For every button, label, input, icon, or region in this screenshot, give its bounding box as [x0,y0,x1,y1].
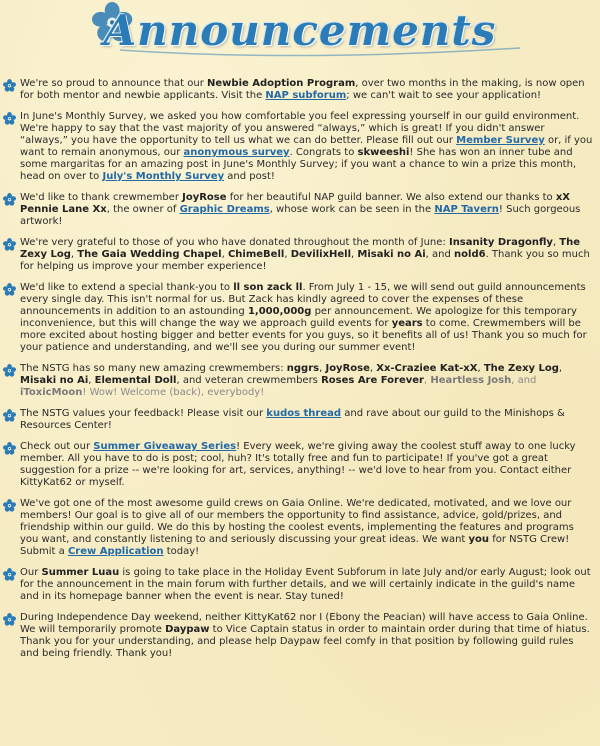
item-text: ; we can't wait to see your application! [346,90,542,101]
item-bold-text: you [468,534,490,545]
item-bold-text: Summer Luau [41,567,120,578]
item-text: We'd like to thank crewmember [20,192,183,203]
hibiscus-bullet-icon [3,238,16,251]
nap-tavern-link[interactable]: NAP Tavern [434,204,499,215]
item-text: The NSTG has so many new amazing crewmembers: [20,363,287,374]
item-bold-text: Daypaw [165,624,210,635]
anonymous-survey-link[interactable]: anonymous survey [183,147,290,158]
item-text: . Congrats to [289,147,358,158]
item-bold-text: Newbie Adoption Program [207,78,356,89]
item-text: , [552,237,560,248]
item-text: During Independence Day weekend, neither KittyKat62 nor I (Ebony the Peacian) will have access to Gaia Online. We will temporarily promote [20,612,588,635]
item-text: for NSTG Crew! Submit a [20,534,570,557]
hibiscus-bullet-icon [3,364,16,377]
item-bold-text: years [391,318,423,329]
item-bold-text: nggrs [286,363,320,374]
item-text: We're very grateful to those of you who have donated throughout the month of June: [20,237,449,248]
item-bold-text: DevilixHell [290,249,352,260]
item-bold-text: iToxicMoon [20,387,83,398]
announcement-item [3,111,595,183]
announcement-item [3,441,595,489]
graphic-dreams-link[interactable]: Graphic Dreams [179,204,270,215]
item-text: is going to take place in the Holiday Event Subforum in late July and/or early August; look out for the announcement in the main forum with further details, and we will certainly indicate in the guild's name and in its homepage banner when the event is near. Stay tuned! [20,567,591,602]
item-text: today! [163,546,200,557]
announcement-item [3,282,595,354]
item-text: , [319,363,326,374]
item-text: , and veteran crewmembers [176,375,322,386]
item-text: or, if you want to remain anonymous, our [20,135,593,158]
announcement-item [3,408,595,432]
item-text: . From July 1 - 15, we will send out guild announcements every single day. This isn't normal for us. But Zack has kindly agreed to cover the expenses of these announcements in addition to an astounding [20,282,586,317]
nap-subforum-link[interactable]: NAP subforum [265,90,347,101]
item-bold-text: xX Pennie Lane Xx [20,192,570,215]
item-bold-text: ChimeBell [227,249,285,260]
item-bold-text: Roses Are Forever [321,375,424,386]
announcement-item [3,78,595,102]
announcement-item [3,567,595,603]
item-text: , [424,375,431,386]
item-text: Check out our [20,441,94,452]
kudos-thread-link[interactable]: kudos thread [266,408,342,419]
item-text: for her beautiful NAP guild banner. We also extend our thanks to [226,192,556,203]
item-bold-text: Misaki no Ai [357,249,426,260]
item-text: , the owner of [106,204,180,215]
item-bold-text: Insanity Dragonfly [448,237,553,248]
announcement-item [3,363,595,399]
item-text: In June's Monthly Survey, we asked you how comfortable you feel expressing yourself in our guild environment. We're happy to say that the vast majority of you answered “always,” which is great! If you didn't answer “always,” you have the opportunity to tell us what we can do better. Please fill out our [20,111,580,146]
item-text: ! Wow! Welcome (back), everybody! [82,387,265,398]
item-bold-text: nold6 [454,249,486,260]
item-bold-text: Xx-Craziee Kat-xX [376,363,478,374]
item-text: , whose work can be seen in the [269,204,435,215]
item-bold-text: The Zexy Log [483,363,559,374]
item-text: , over two months in the making, is now open for both mentor and newbie applicants. Visit the [20,78,585,101]
item-bold-text: Misaki no Ai [20,375,89,386]
item-text: to come. Crewmembers will be more excited about hosting bigger and better events for you guys, so it benefits all of us! Thank you so much for your patience and understanding, and we'll see you during our summer event! [20,318,587,353]
item-text: , [284,249,291,260]
item-text: and post! [224,171,275,182]
item-text: , [221,249,228,260]
item-text: We're so proud to announce that our [20,78,208,89]
hibiscus-bullet-icon [3,499,16,512]
announcement-item [3,237,595,273]
item-text: Our [20,567,42,578]
hibiscus-bullet-icon [3,613,16,626]
item-text: , [88,375,95,386]
item-bold-text: 1,000,000g [247,306,312,317]
item-text: and rave about our guild to the Minishops & Resources Center! [20,408,565,431]
hibiscus-bullet-icon [3,112,16,125]
member-survey-link[interactable]: Member Survey [456,135,545,146]
hibiscus-bullet-icon [3,442,16,455]
item-text: , and [425,249,455,260]
item-bold-text: The Zexy Log [20,237,580,260]
item-text: to Vice Captain status in order to maintain order during that time of hiatus. Thank you for your understanding, and please help Daypaw feel comfy in that position by following guild rules and being friendly. Thank you! [20,624,590,659]
item-bold-text: JoyRose [182,192,227,203]
item-text: . Thank you so much for helping us improve your member experience! [20,249,590,272]
item-text: ! She has won an inner tube and some margaritas for an amazing post in June's Monthly Survey; if you want a chance to win a prize this month, head on over to [20,147,577,182]
item-text: We'd like to extend a special thank-you to [20,282,234,293]
item-text: ! Every week, we're giving away the coolest stuff away to one lucky member. All you have to do is post; cool, huh? It's totally free and fun to participate! If you've got a great suggestion for a prize -- we're looking for art, services, anything! -- we'd love to hear from you. Contact either KittyKat62 or myself. [20,441,576,488]
hibiscus-bullet-icon [3,283,16,296]
item-text: ! Such gorgeous artwork! [20,204,581,227]
announcement-item [3,498,595,558]
hibiscus-bullet-icon [3,79,16,92]
item-bold-text: Elemental Doll [94,375,177,386]
crew-application-link[interactable]: Crew Application [67,546,164,557]
item-bold-text: The Gaia Wedding Chapel [77,249,222,260]
julys-monthly-survey-link[interactable]: July's Monthly Survey [102,171,225,182]
announcement-list [3,78,595,669]
item-text: , [351,249,358,260]
summer-giveaway-series-link[interactable]: Summer Giveaway Series [93,441,237,452]
header-banner [0,0,600,64]
item-text: The NSTG values your feedback! Please visit our [20,408,267,419]
item-text: per announcement. We apologize for this temporary inconvenience, but this will change the way we approach guild events for [20,306,577,329]
announcement-item [3,192,595,228]
item-text: , [70,249,78,260]
item-text: , [558,363,563,374]
item-bold-text: Heartless Josh [430,375,512,386]
item-text: , [369,363,377,374]
hibiscus-bullet-icon [3,568,16,581]
item-text: We've got one of the most awesome guild crews on Gaia Online. We're dedicated, motivated, and we love our members! Our goal is to give all of our members the opportunity to find assistance, advice, gold/prizes, and friendship within our guild. We do this by hosting the coolest events, implementing the features and programs you want, and constantly listening to and seriously discussing your great ideas. We want [20,498,574,545]
hibiscus-bullet-icon [3,409,16,422]
page-title: Announcements [103,6,497,55]
hibiscus-bullet-icon [3,193,16,206]
announcement-item [3,612,595,660]
item-bold-text: JoyRose [325,363,370,374]
item-bold-text: skweeshi [357,147,410,158]
item-text: , and [511,375,537,386]
item-bold-text: ll son zack ll [233,282,303,293]
item-text: , [477,363,484,374]
